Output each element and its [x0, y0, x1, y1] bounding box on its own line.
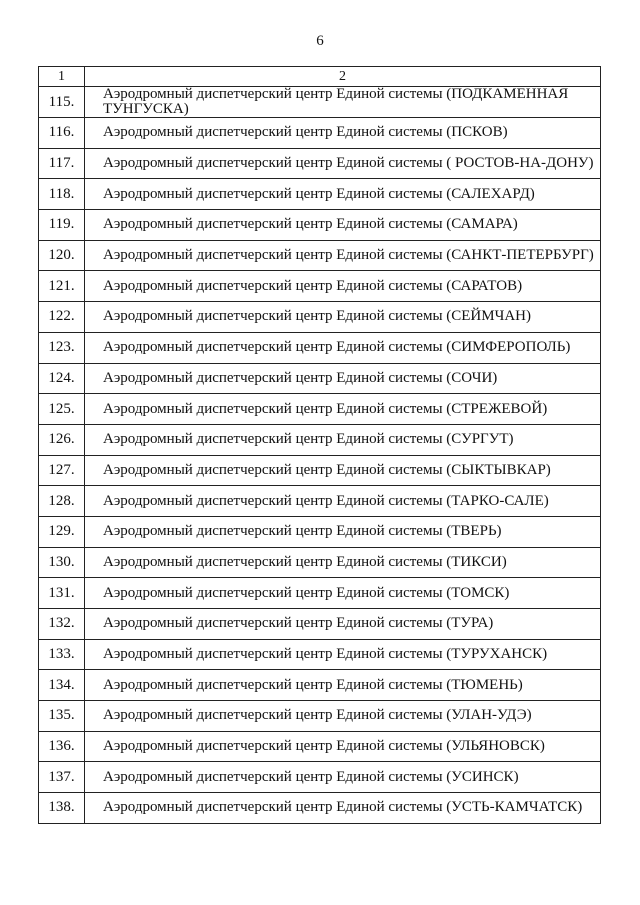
table-row [39, 210, 601, 241]
row-description: Аэродромный диспетчерский центр Единой системы (ТЮМЕНЬ) [85, 670, 601, 701]
table-row [39, 240, 601, 271]
row-description: Аэродромный диспетчерский центр Единой системы (САМАРА) [85, 210, 601, 241]
row-description: Аэродромный диспетчерский центр Единой системы (СТРЕЖЕВОЙ) [85, 394, 601, 425]
table-row [39, 547, 601, 578]
table-row [39, 701, 601, 732]
table-row [39, 639, 601, 670]
row-description: Аэродромный диспетчерский центр Единой системы (ПОДКАМЕННАЯ ТУНГУСКА) [85, 87, 601, 118]
row-number: 124. [39, 363, 85, 394]
row-description: Аэродромный диспетчерский центр Единой системы (ПСКОВ) [85, 118, 601, 149]
table-row [39, 670, 601, 701]
row-description: Аэродромный диспетчерский центр Единой системы (УСТЬ-КАМЧАТСК) [85, 793, 601, 824]
row-number: 116. [39, 118, 85, 149]
row-number: 136. [39, 731, 85, 762]
row-description: Аэродромный диспетчерский центр Единой системы (СИМФЕРОПОЛЬ) [85, 332, 601, 363]
row-number: 133. [39, 639, 85, 670]
row-number: 126. [39, 424, 85, 455]
row-description: Аэродромный диспетчерский центр Единой системы (УЛАН-УДЭ) [85, 701, 601, 732]
row-description: Аэродромный диспетчерский центр Единой системы (ТУРУХАНСК) [85, 639, 601, 670]
row-description: Аэродромный диспетчерский центр Единой системы (ТВЕРЬ) [85, 516, 601, 547]
row-number: 128. [39, 486, 85, 517]
row-number: 131. [39, 578, 85, 609]
table-row [39, 609, 601, 640]
column-header: 1 [39, 67, 85, 87]
row-description: Аэродромный диспетчерский центр Единой системы (ТУРА) [85, 609, 601, 640]
row-description: Аэродромный диспетчерский центр Единой системы (СУРГУТ) [85, 424, 601, 455]
table-row [39, 332, 601, 363]
table-row [39, 762, 601, 793]
row-description: Аэродромный диспетчерский центр Единой системы (УСИНСК) [85, 762, 601, 793]
row-number: 138. [39, 793, 85, 824]
table-row [39, 731, 601, 762]
row-number: 127. [39, 455, 85, 486]
row-number: 115. [39, 87, 85, 118]
row-description: Аэродромный диспетчерский центр Единой системы (СОЧИ) [85, 363, 601, 394]
table-header-row [39, 67, 601, 87]
table-row [39, 793, 601, 824]
page-number: 6 [316, 33, 324, 49]
row-number: 119. [39, 210, 85, 241]
table-row [39, 148, 601, 179]
table-row [39, 87, 601, 118]
table-row [39, 179, 601, 210]
row-number: 120. [39, 240, 85, 271]
row-description: Аэродромный диспетчерский центр Единой системы (СЫКТЫВКАР) [85, 455, 601, 486]
row-number: 123. [39, 332, 85, 363]
row-description: Аэродромный диспетчерский центр Единой системы (СЕЙМЧАН) [85, 302, 601, 333]
row-number: 135. [39, 701, 85, 732]
row-description: Аэродромный диспетчерский центр Единой системы (САЛЕХАРД) [85, 179, 601, 210]
table-row [39, 424, 601, 455]
row-description: Аэродромный диспетчерский центр Единой системы (САРАТОВ) [85, 271, 601, 302]
table-row [39, 394, 601, 425]
row-number: 132. [39, 609, 85, 640]
row-description: Аэродромный диспетчерский центр Единой системы (ТИКСИ) [85, 547, 601, 578]
row-number: 121. [39, 271, 85, 302]
row-number: 137. [39, 762, 85, 793]
row-number: 134. [39, 670, 85, 701]
row-description: Аэродромный диспетчерский центр Единой системы ( РОСТОВ-НА-ДОНУ) [85, 148, 601, 179]
column-header: 2 [85, 67, 601, 87]
table-row [39, 516, 601, 547]
table-row [39, 271, 601, 302]
table-row [39, 486, 601, 517]
row-number: 117. [39, 148, 85, 179]
row-number: 122. [39, 302, 85, 333]
table-row [39, 118, 601, 149]
row-description: Аэродромный диспетчерский центр Единой системы (САНКТ-ПЕТЕРБУРГ) [85, 240, 601, 271]
row-description: Аэродромный диспетчерский центр Единой системы (ТАРКО-САЛЕ) [85, 486, 601, 517]
row-number: 130. [39, 547, 85, 578]
row-description: Аэродромный диспетчерский центр Единой системы (ТОМСК) [85, 578, 601, 609]
document-table [38, 66, 601, 824]
row-number: 125. [39, 394, 85, 425]
row-description: Аэродромный диспетчерский центр Единой системы (УЛЬЯНОВСК) [85, 731, 601, 762]
table-row [39, 455, 601, 486]
row-number: 118. [39, 179, 85, 210]
table-row [39, 578, 601, 609]
table-row [39, 302, 601, 333]
table-row [39, 363, 601, 394]
row-number: 129. [39, 516, 85, 547]
